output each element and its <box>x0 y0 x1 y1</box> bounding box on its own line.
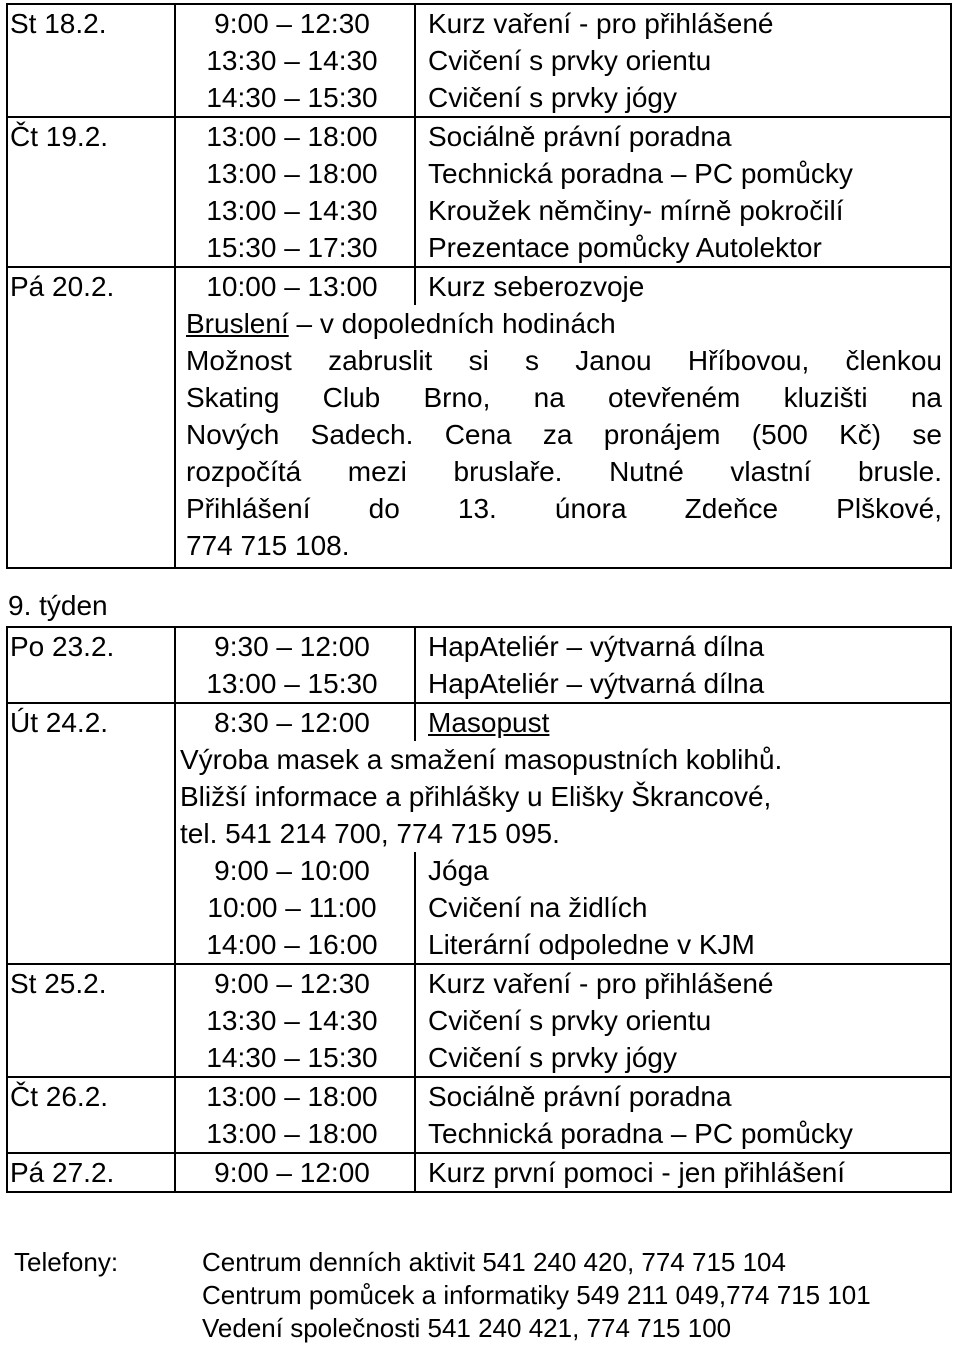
day-cell: Po 23.2. <box>7 627 175 665</box>
schedule-row <box>7 155 951 192</box>
masopust-line: tel. 541 214 700, 774 715 095. <box>180 818 560 849</box>
event-cell: Technická poradna – PC pomůcky <box>428 1118 853 1149</box>
day-cell <box>7 852 175 889</box>
skating-line: 774 715 108. <box>186 530 350 561</box>
skating-title: Bruslení <box>186 308 289 339</box>
skating-subtitle: – v dopoledních hodinách <box>288 308 616 339</box>
day-cell: St 18.2. <box>7 4 175 42</box>
schedule-row <box>7 267 951 305</box>
day-cell <box>7 1002 175 1039</box>
time-cell: 13:30 – 14:30 <box>175 1002 415 1039</box>
skating-line: Možnost zabruslit si s Janou Hříbovou, členkou <box>186 345 942 376</box>
schedule-row <box>7 192 951 229</box>
time-cell: 13:00 – 15:30 <box>175 665 415 703</box>
event-cell: HapAteliér – výtvarná dílna <box>428 631 765 662</box>
day-cell: St 25.2. <box>7 964 175 1002</box>
time-cell: 8:30 – 12:00 <box>175 703 415 741</box>
day-cell: Pá 27.2. <box>7 1153 175 1192</box>
schedule-row <box>7 889 951 926</box>
schedule-row <box>7 229 951 267</box>
event-cell: Technická poradna – PC pomůcky <box>428 158 853 189</box>
day-cell <box>7 192 175 229</box>
event-cell: Kurz vaření - pro přihlášené <box>428 968 774 999</box>
schedule-row <box>7 42 951 79</box>
time-cell: 9:00 – 12:00 <box>175 1153 415 1192</box>
event-cell: Cvičení s prvky jógy <box>428 1042 677 1073</box>
masopust-details <box>180 741 782 852</box>
event-cell: HapAteliér – výtvarná dílna <box>428 668 765 699</box>
day-cell <box>7 229 175 267</box>
event-cell: Kurz vaření - pro přihlášené <box>428 8 774 39</box>
schedule-row <box>7 627 951 665</box>
time-cell: 9:00 – 12:30 <box>175 964 415 1002</box>
schedule-row <box>7 852 951 889</box>
schedule-row <box>7 926 951 964</box>
schedule-table-week-8 <box>6 3 952 569</box>
phone-line: Vedení společnosti 541 240 421, 774 715 100 <box>202 1313 732 1343</box>
day-cell <box>7 42 175 79</box>
event-cell: Kroužek němčiny- mírně pokročilí <box>428 195 844 226</box>
time-cell: 9:00 – 10:00 <box>175 852 415 889</box>
day-cell: Čt 26.2. <box>7 1077 175 1115</box>
time-cell: 13:00 – 18:00 <box>175 1115 415 1153</box>
masopust-title: Masopust <box>428 707 550 738</box>
time-cell: 13:30 – 14:30 <box>175 42 415 79</box>
skating-block <box>186 305 942 564</box>
time-cell: 13:00 – 14:30 <box>175 192 415 229</box>
skating-line: Nových Sadech. Cena za pronájem (500 Kč) se <box>186 419 942 450</box>
time-cell: 14:00 – 16:00 <box>175 926 415 964</box>
phone-line: Centrum denních aktivit 541 240 420, 774 715 104 <box>202 1247 786 1277</box>
schedule-row <box>7 1115 951 1153</box>
time-cell: 14:30 – 15:30 <box>175 1039 415 1077</box>
schedule-row <box>7 964 951 1002</box>
time-cell: 15:30 – 17:30 <box>175 229 415 267</box>
day-cell: Út 24.2. <box>7 703 175 741</box>
time-cell: 14:30 – 15:30 <box>175 79 415 117</box>
event-cell: Prezentace pomůcky Autolektor <box>428 232 822 263</box>
day-cell <box>7 665 175 703</box>
schedule-row <box>7 117 951 155</box>
schedule-row <box>7 1077 951 1115</box>
event-cell: Kurz seberozvoje <box>428 271 645 302</box>
masopust-line: Bližší informace a přihlášky u Elišky Škrancové, <box>180 781 772 812</box>
day-cell <box>7 926 175 964</box>
skating-line: rozpočítá mezi bruslaře. Nutné vlastní brusle. <box>186 456 942 487</box>
phones-label: Telefony: <box>14 1247 119 1277</box>
phone-line: Centrum pomůcek a informatiky 549 211 049,774 715 101 <box>202 1280 871 1310</box>
event-cell: Cvičení s prvky orientu <box>428 1005 712 1036</box>
schedule-row <box>7 1039 951 1077</box>
event-cell <box>415 703 951 741</box>
time-cell: 13:00 – 18:00 <box>175 117 415 155</box>
time-cell: 13:00 – 18:00 <box>175 1077 415 1115</box>
schedule-row <box>7 665 951 703</box>
time-cell: 13:00 – 18:00 <box>175 155 415 192</box>
day-cell: Čt 19.2. <box>7 117 175 155</box>
day-cell <box>7 155 175 192</box>
day-cell <box>7 889 175 926</box>
event-cell: Kurz první pomoci - jen přihlášení <box>428 1157 846 1188</box>
skating-line: Přihlášení do 13. února Zdeňce Plškové, <box>186 493 942 524</box>
schedule-row <box>7 79 951 117</box>
event-cell: Sociálně právní poradna <box>428 1081 732 1112</box>
schedule-row <box>7 1153 951 1192</box>
week-label: 9. týden <box>8 590 108 621</box>
time-cell: 10:00 – 11:00 <box>175 889 415 926</box>
event-cell: Literární odpoledne v KJM <box>428 929 755 960</box>
day-cell <box>7 1115 175 1153</box>
schedule-table-week-9 <box>6 626 952 1193</box>
skating-line: Skating Club Brno, na otevřeném kluzišti na <box>186 382 942 413</box>
skating-row <box>7 305 951 568</box>
time-cell: 9:30 – 12:00 <box>175 627 415 665</box>
day-cell <box>7 1039 175 1077</box>
event-cell: Cvičení s prvky orientu <box>428 45 712 76</box>
day-cell: Pá 20.2. <box>7 267 175 305</box>
event-cell: Sociálně právní poradna <box>428 121 732 152</box>
masopust-row <box>7 703 951 741</box>
event-cell: Jóga <box>428 855 489 886</box>
event-cell: Cvičení na židlích <box>428 892 648 923</box>
masopust-line: Výroba masek a smažení masopustních koblihů. <box>180 744 783 775</box>
day-cell <box>7 79 175 117</box>
masopust-detail-row <box>7 741 951 852</box>
event-cell: Cvičení s prvky jógy <box>428 82 677 113</box>
time-cell: 10:00 – 13:00 <box>175 267 415 305</box>
schedule-row <box>7 4 951 42</box>
time-cell: 9:00 – 12:30 <box>175 4 415 42</box>
schedule-row <box>7 1002 951 1039</box>
